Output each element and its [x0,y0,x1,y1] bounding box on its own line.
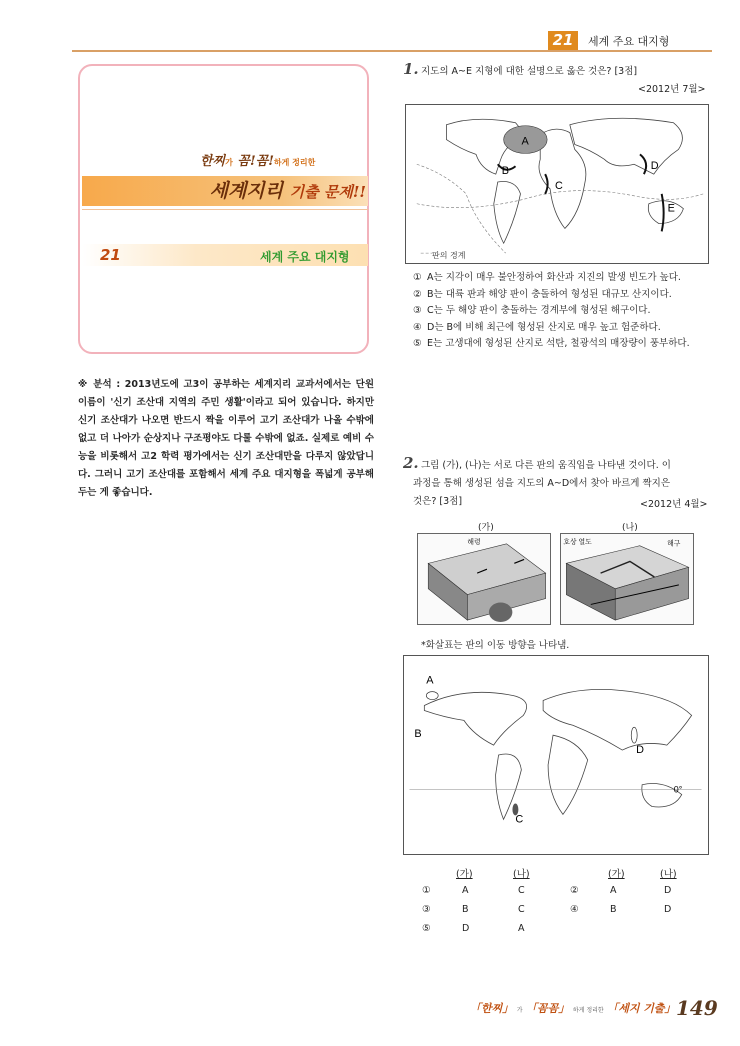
map2-equator-label: 0° [673,784,683,795]
world-map-plates [405,104,709,264]
answer-row[interactable]: ⑤ D A [422,923,525,934]
question-1-number: 1. [403,60,419,78]
map2-label-b: B [414,728,422,741]
option[interactable]: ③ C는 두 해양 판이 충돌하는 경계부에 형성된 해구이다. [413,305,651,316]
question-1-text: 지도의 A~E 지형에 대한 설명으로 옳은 것은? [3점] [421,66,638,77]
answer-grid: (가) (나) (가) (나) ① A C ② A D ③ B C ④ B D ⑤ D A [418,866,698,942]
page-number: 149 [676,996,718,1020]
map1-label-b: B [501,165,509,178]
australia-shape [648,201,683,224]
map2-label-c: C [515,813,524,826]
question-2-text-line2: 과정을 통해 생성된 섬을 지도의 A~D에서 찾아 바르게 짝지은 [413,478,671,489]
card-divider [82,209,368,210]
header-rule [72,50,712,52]
map1-label-d: D [650,160,659,173]
analysis-paragraph: ※ 분석 : 2013년도에 고3이 공부하는 세계지리 교과서에서는 단원 이름이 '신기 조산대 지역의 주민 생활'이라고 되어 있습니다. 하지만 신기 조산대가 나오면 반드시 짝을 이루어 고기 조산대가 나올 수밖에 없고 더 나아가 순상지나 구조평야도 다룰 수밖에 없죠. 실제로 예비 수능을 비롯해서 고2 학력 평가에서는 신기 조산대만을 다루지 않았답니다. 그러니 고기 조산대를 포함해서 세계 주요 대지형을 폭넓게 공부해 두는 게 좋습니다. [78,379,374,498]
diagram-na-trench [560,533,694,625]
question-1-options [413,270,713,353]
footer-text: 「한찌」 가 「꼼꼼」 하게 정리한 「세지 기출」 [470,1002,676,1015]
asia-shape [570,118,683,174]
caption-ga: (가) [478,523,494,533]
map1-label-c: C [555,179,563,192]
option[interactable]: ④ D는 B에 비해 최근에 형성된 산지로 매우 높고 험준하다. [413,321,661,333]
caption-na: (나) [622,523,638,533]
map1-label-a: A [521,135,529,148]
question-1-date: <2012년 7월> [638,84,706,95]
option[interactable]: ② B는 대륙 판과 해양 판이 충돌하여 형성된 대규모 산지이다. [413,288,672,300]
map1-legend: 판의 경계 [432,251,466,260]
option[interactable]: ⑤ E는 고생대에 형성된 산지로 석탄, 철광석의 매장량이 풍부하다. [413,338,690,349]
world-map-islands [403,655,709,855]
question-2-date: <2012년 4월> [640,499,708,510]
card-topic: 세계 주요 대지형 [260,250,350,264]
question-2-text-line3: 것은? [3점] [413,496,463,507]
label-trench: 해구 [667,540,681,548]
question-2-text-line1: 그림 (가), (나)는 서로 다른 판의 움직임을 나타낸 것이다. 이 [421,460,671,471]
label-island-arc: 호상 열도 [563,538,592,546]
map1-label-e: E [667,202,675,215]
answer-row[interactable]: ③ B C ④ B D [422,904,672,915]
answer-row[interactable]: ① A C ② A D [422,885,672,896]
option[interactable]: ① A는 지각이 매우 불안정하여 화산과 지진의 발생 빈도가 높다. [413,272,681,283]
south-america-shape [494,182,521,244]
question-2-number: 2. [403,454,419,472]
card-chapter-number: 21 [100,246,121,264]
diagram-ga-ridge [417,533,551,625]
card-main-title: 세계지리 기출 문제!! [209,180,366,202]
label-ridge: 해령 [467,538,481,546]
arrow-note: *화살표는 판의 이동 방향을 나타냄. [421,640,570,651]
chapter-title: 세계 주요 대지형 [588,35,670,48]
card-subtitle: 한찌가 꼼!꼼!하게 정리한 [200,154,316,169]
chapter-number: 21 [548,31,578,50]
map2-label-d: D [636,744,645,757]
map2-label-a: A [426,674,434,687]
